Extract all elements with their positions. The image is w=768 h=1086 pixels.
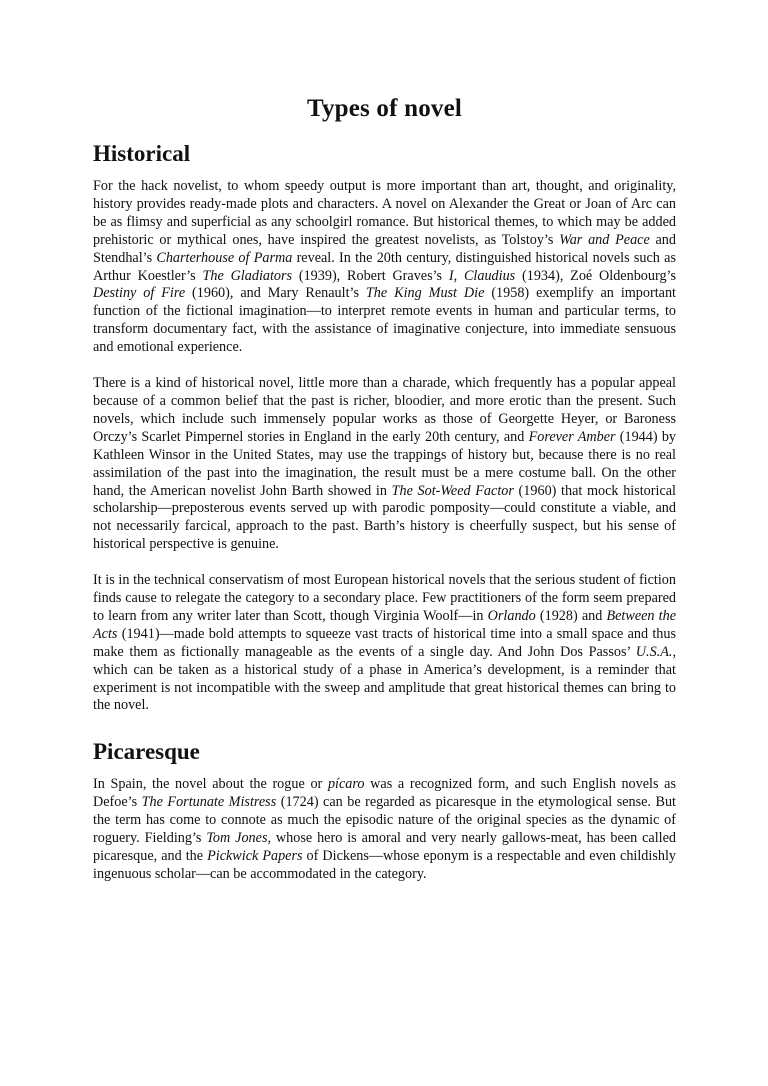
paragraph: There is a kind of historical novel, little more than a charade, which frequently has a popular appeal because of a common belief that the past is richer, bloodier, and more erotic than the present. Such novels, which include such immensely popular works as those of Georgette Heyer, or Baroness Orczy’s Scarlet Pimpernel stories in England in the early 20th century, and Forever Amber (1944) by Kathleen Winsor in the United States, may use the trappings of history but, because there is no real assimilation of the past into the imagination, the result must be a mere costume ball. On the other hand, the American novelist John Barth showed in The Sot-Weed Factor (1960) that mock historical scholarship—preposterous events served up with parodic pomposity—could constitute a viable, and not necessarily farcical, approach to the past. Barth’s history is cheerfully suspect, but his sense of historical perspective is genuine. xyxy=(93,375,677,553)
document-page xyxy=(93,95,676,902)
paragraph: In Spain, the novel about the rogue or pícaro was a recognized form, and such English novels as Defoe’s The Fortunate Mistress (1724) can be regarded as picaresque in the etymological sense. But the term has come to connote as much the episodic nature of the original species as the dynamic of roguery. Fielding’s Tom Jones, whose hero is amoral and very nearly gallows-meat, has been called picaresque, and the Pickwick Papers of Dickens—whose eponym is a respectable and even childishly ingenuous scholar—can be accommodated in the category. xyxy=(93,776,677,882)
paragraph: It is in the technical conservatism of most European historical novels that the serious student of fiction finds cause to relegate the category to a secondary place. Few practitioners of the form seem prepared to learn from any writer later than Scott, though Virginia Woolf—in Orlando (1928) and Between the Acts (1941)—made bold attempts to squeeze vast tracts of historical time into a small space and thus make them as fictionally manageable as the events of a single day. And John Dos Passos’ U.S.A., which can be taken as a historical study of a phase in America’s development, is a reminder that experiment is not incompatible with the sweep and amplitude that great historical themes can bring to the novel. xyxy=(93,572,676,714)
section-heading-historical: Historical xyxy=(93,141,191,166)
document-title: Types of novel xyxy=(306,95,463,122)
paragraph: For the hack novelist, to whom speedy output is more important than art, thought, and originality, history provides ready-made plots and characters. A novel on Alexander the Great or Joan of Arc can be as flimsy and superficial as any schoolgirl romance. But historical themes, to which may be added prehistoric or mythical ones, have inspired the greatest novelists, as Tolstoy’s War and Peace and Stendhal’s Charterhouse of Parma reveal. In the 20th century, distinguished historical novels such as Arthur Koestler’s The Gladiators (1939), Robert Graves’s I, Claudius (1934), Zoé Oldenbourg’s Destiny of Fire (1960), and Mary Renault’s The King Must Die (1958) exemplify an important function of the fictional imagination—to interpret remote events in human and particular terms, to transform documentary fact, with the assistance of imaginative conjecture, into immediate sensuous and emotional experience. xyxy=(93,178,676,356)
section-heading-picaresque: Picaresque xyxy=(93,739,200,765)
